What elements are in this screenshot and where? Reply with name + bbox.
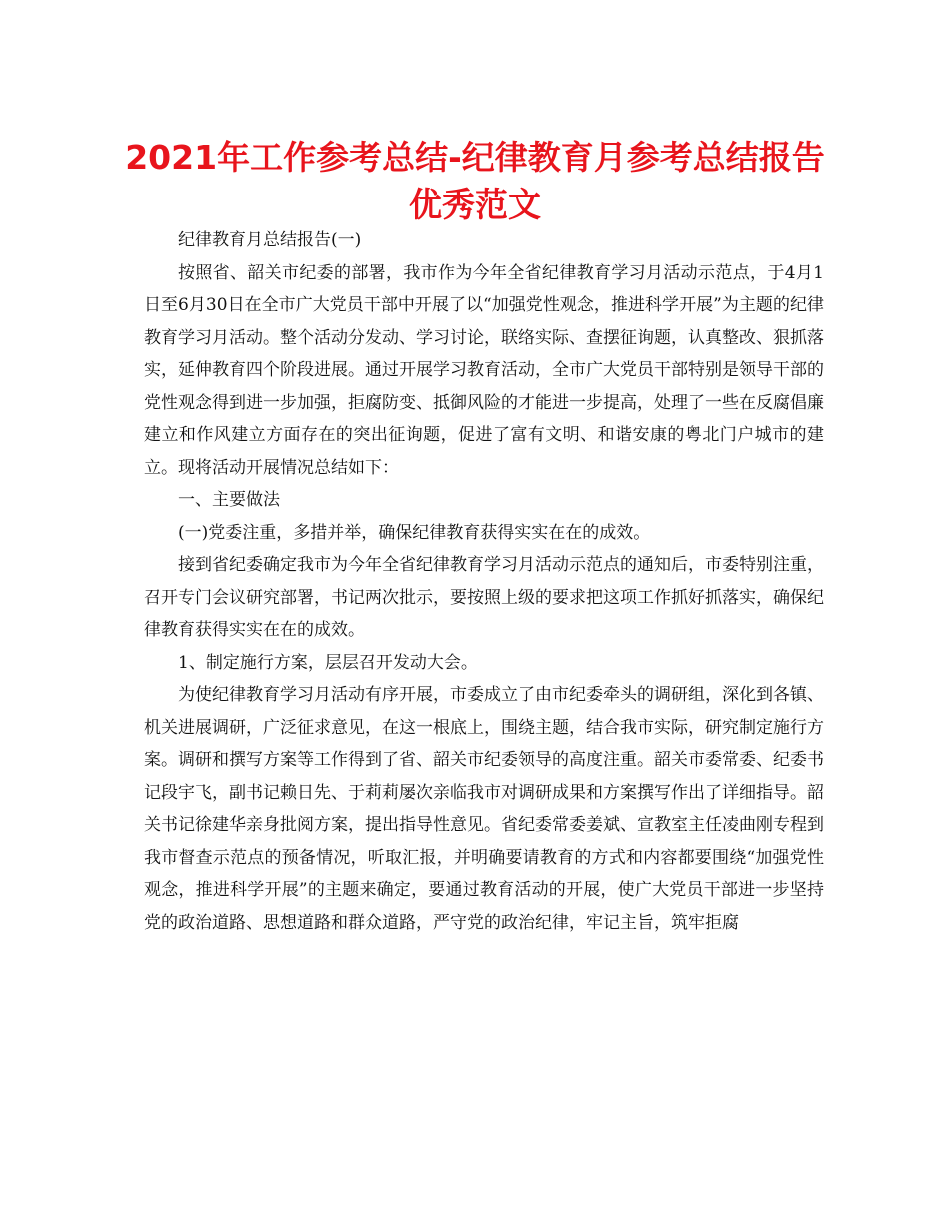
section-heading: 一、主要做法 [178, 490, 280, 510]
body-paragraph: 接到省纪委确定我市为今年全省纪律教育学习月活动示范点的通知后，市委特别注重，召开专门会议研究部署，书记两次批示，要按照上级的要求把这项工作抓好抓落实，确保纪律教育获得实实在在的成效。 [144, 555, 824, 640]
document-title-line-2: 优秀范文 [409, 185, 541, 224]
section-heading: 纪律教育月总结报告(一) [178, 230, 362, 250]
subsection-heading: 1、制定施行方案，层层召开发动大会。 [178, 652, 478, 673]
body-paragraph: 按照省、韶关市纪委的部署，我市作为今年全省纪律教育学习月活动示范点，于4月1日至6月30日在全市广大党员干部中开展了以“加强党性观念，推进科学开展”为主题的纪律教育学习月活动。整个活动分发动、学习讨论，联络实际、查摆征询题，认真整改、狠抓落实，延伸教育四个阶段进展。通过开展学习教育活动，全市广大党员干部特别是领导干部的党性观念得到进一步加强，拒腐防变、抵御风险的才能进一步提高，处理了一些在反腐倡廉建立和作风建立方面存在的突出征询题，促进了富有文明、和谐安康的粤北门户城市的建立。现将活动开展情况总结如下： [144, 262, 824, 478]
subsection-heading: (一)党委注重，多措并举，确保纪律教育获得实实在在的成效。 [178, 522, 651, 543]
document-body [144, 224, 824, 939]
document-title-line-1: 2021年工作参考总结-纪律教育月参考总结报告 [125, 138, 825, 177]
body-paragraph: 为使纪律教育学习月活动有序开展，市委成立了由市纪委牵头的调研组，深化到各镇、机关进展调研，广泛征求意见，在这一根底上，围绕主题，结合我市实际，研究制定施行方案。调研和撰写方案等工作得到了省、韶关市纪委领导的高度注重。韶关市委常委、纪委书记段宇飞，副书记赖日先、于莉莉屡次亲临我市对调研成果和方案撰写作出了详细指导。韶关书记徐建华亲身批阅方案，提出指导性意见。省纪委常委姜斌、宣教室主任凌曲刚专程到我市督查示范点的预备情况，听取汇报，并明确要请教育的方式和内容都要围绕“加强党性观念，推进科学开展”的主题来确定，要通过教育活动的开展，使广大党员干部进一步坚持党的政治道路、思想道路和群众道路，严守党的政治纪律，牢记主旨，筑牢拒腐 [144, 685, 824, 933]
